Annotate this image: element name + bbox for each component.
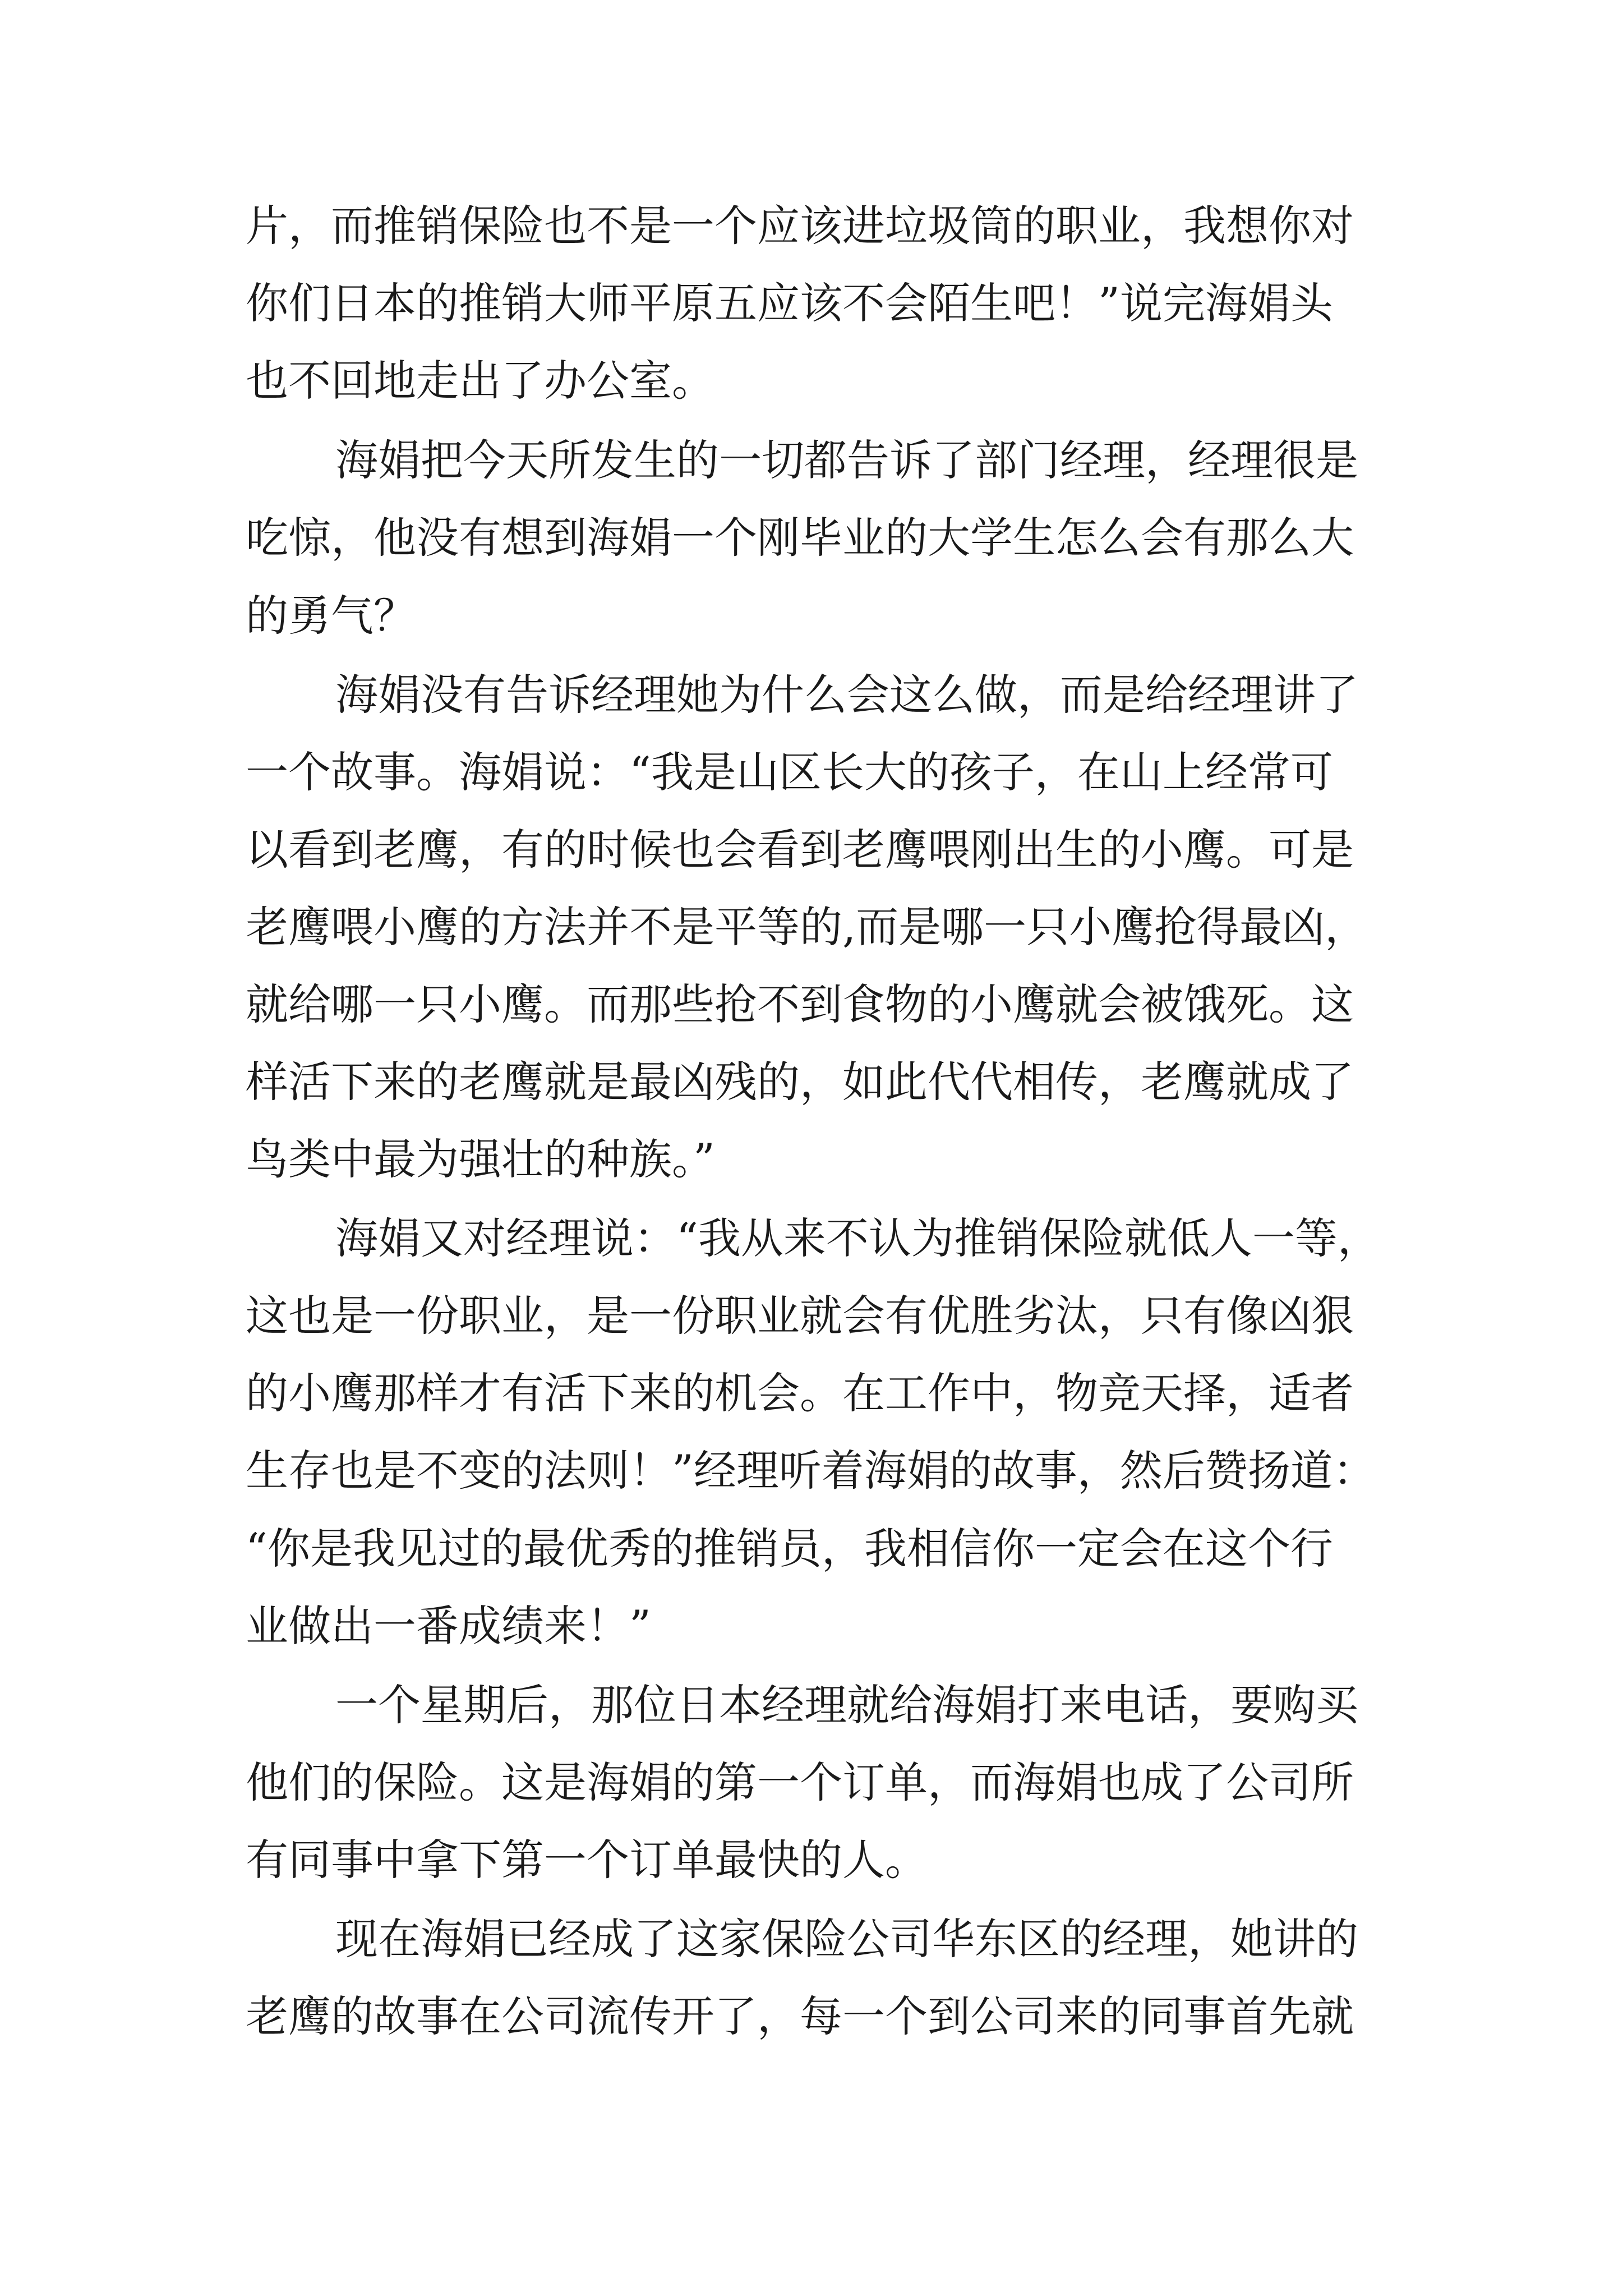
text-line: 老鹰的故事在公司流传开了，每一个到公司来的同事首先就 xyxy=(246,1991,1354,2041)
text-line: 就给哪一只小鹰。而那些抢不到食物的小鹰就会被饿死。这 xyxy=(246,979,1354,1029)
text-line: 一个星期后，那位日本经理就给海娟打来电话，要购买 xyxy=(335,1680,1358,1730)
text-line: 吃惊，他没有想到海娟一个刚毕业的大学生怎么会有那么大 xyxy=(246,513,1354,563)
text-line: 的小鹰那样才有活下来的机会。在工作中，物竞天择，适者 xyxy=(246,1368,1354,1418)
text-line: 他们的保险。这是海娟的第一个订单，而海娟也成了公司所 xyxy=(246,1757,1354,1807)
text-line: 生存也是不变的法则！”经理听着海娟的故事，然后赞扬道： xyxy=(246,1446,1376,1496)
text-line: 一个故事。海娟说：“我是山区长大的孩子，在山上经常可 xyxy=(246,747,1333,797)
text-line: 有同事中拿下第一个订单最快的人。 xyxy=(246,1835,928,1885)
text-line: 海娟没有告诉经理她为什么会这么做，而是给经理讲了 xyxy=(335,670,1358,720)
text-line: 的勇气？ xyxy=(246,591,416,641)
text-line: “你是我见过的最优秀的推销员，我相信你一定会在这个行 xyxy=(246,1524,1333,1573)
text-line: 这也是一份职业，是一份职业就会有优胜劣汰，只有像凶狠 xyxy=(246,1291,1354,1341)
text-line: 以看到老鹰，有的时候也会看到老鹰喂刚出生的小鹰。可是 xyxy=(246,825,1354,875)
text-line: 业做出一番成绩来！” xyxy=(246,1601,651,1651)
text-line: 样活下来的老鹰就是最凶残的，如此代代相传，老鹰就成了 xyxy=(246,1057,1354,1107)
text-line: 鸟类中最为强壮的种族。” xyxy=(246,1134,715,1184)
text-line: 海娟把今天所发生的一切都告诉了部门经理，经理很是 xyxy=(335,435,1358,485)
text-line: 现在海娟已经成了这家保险公司华东区的经理，她讲的 xyxy=(335,1914,1358,1964)
text-line: 海娟又对经理说：“我从来不认为推销保险就低人一等， xyxy=(335,1213,1380,1263)
text-line: 你们日本的推销大师平原五应该不会陌生吧！”说完海娟头 xyxy=(246,278,1333,328)
text-line: 老鹰喂小鹰的方法并不是平等的,而是哪一只小鹰抢得最凶， xyxy=(246,902,1368,952)
text-line: 也不回地走出了办公室。 xyxy=(246,356,714,406)
text-line: 片，而推销保险也不是一个应该进垃圾筒的职业，我想你对 xyxy=(246,201,1354,251)
